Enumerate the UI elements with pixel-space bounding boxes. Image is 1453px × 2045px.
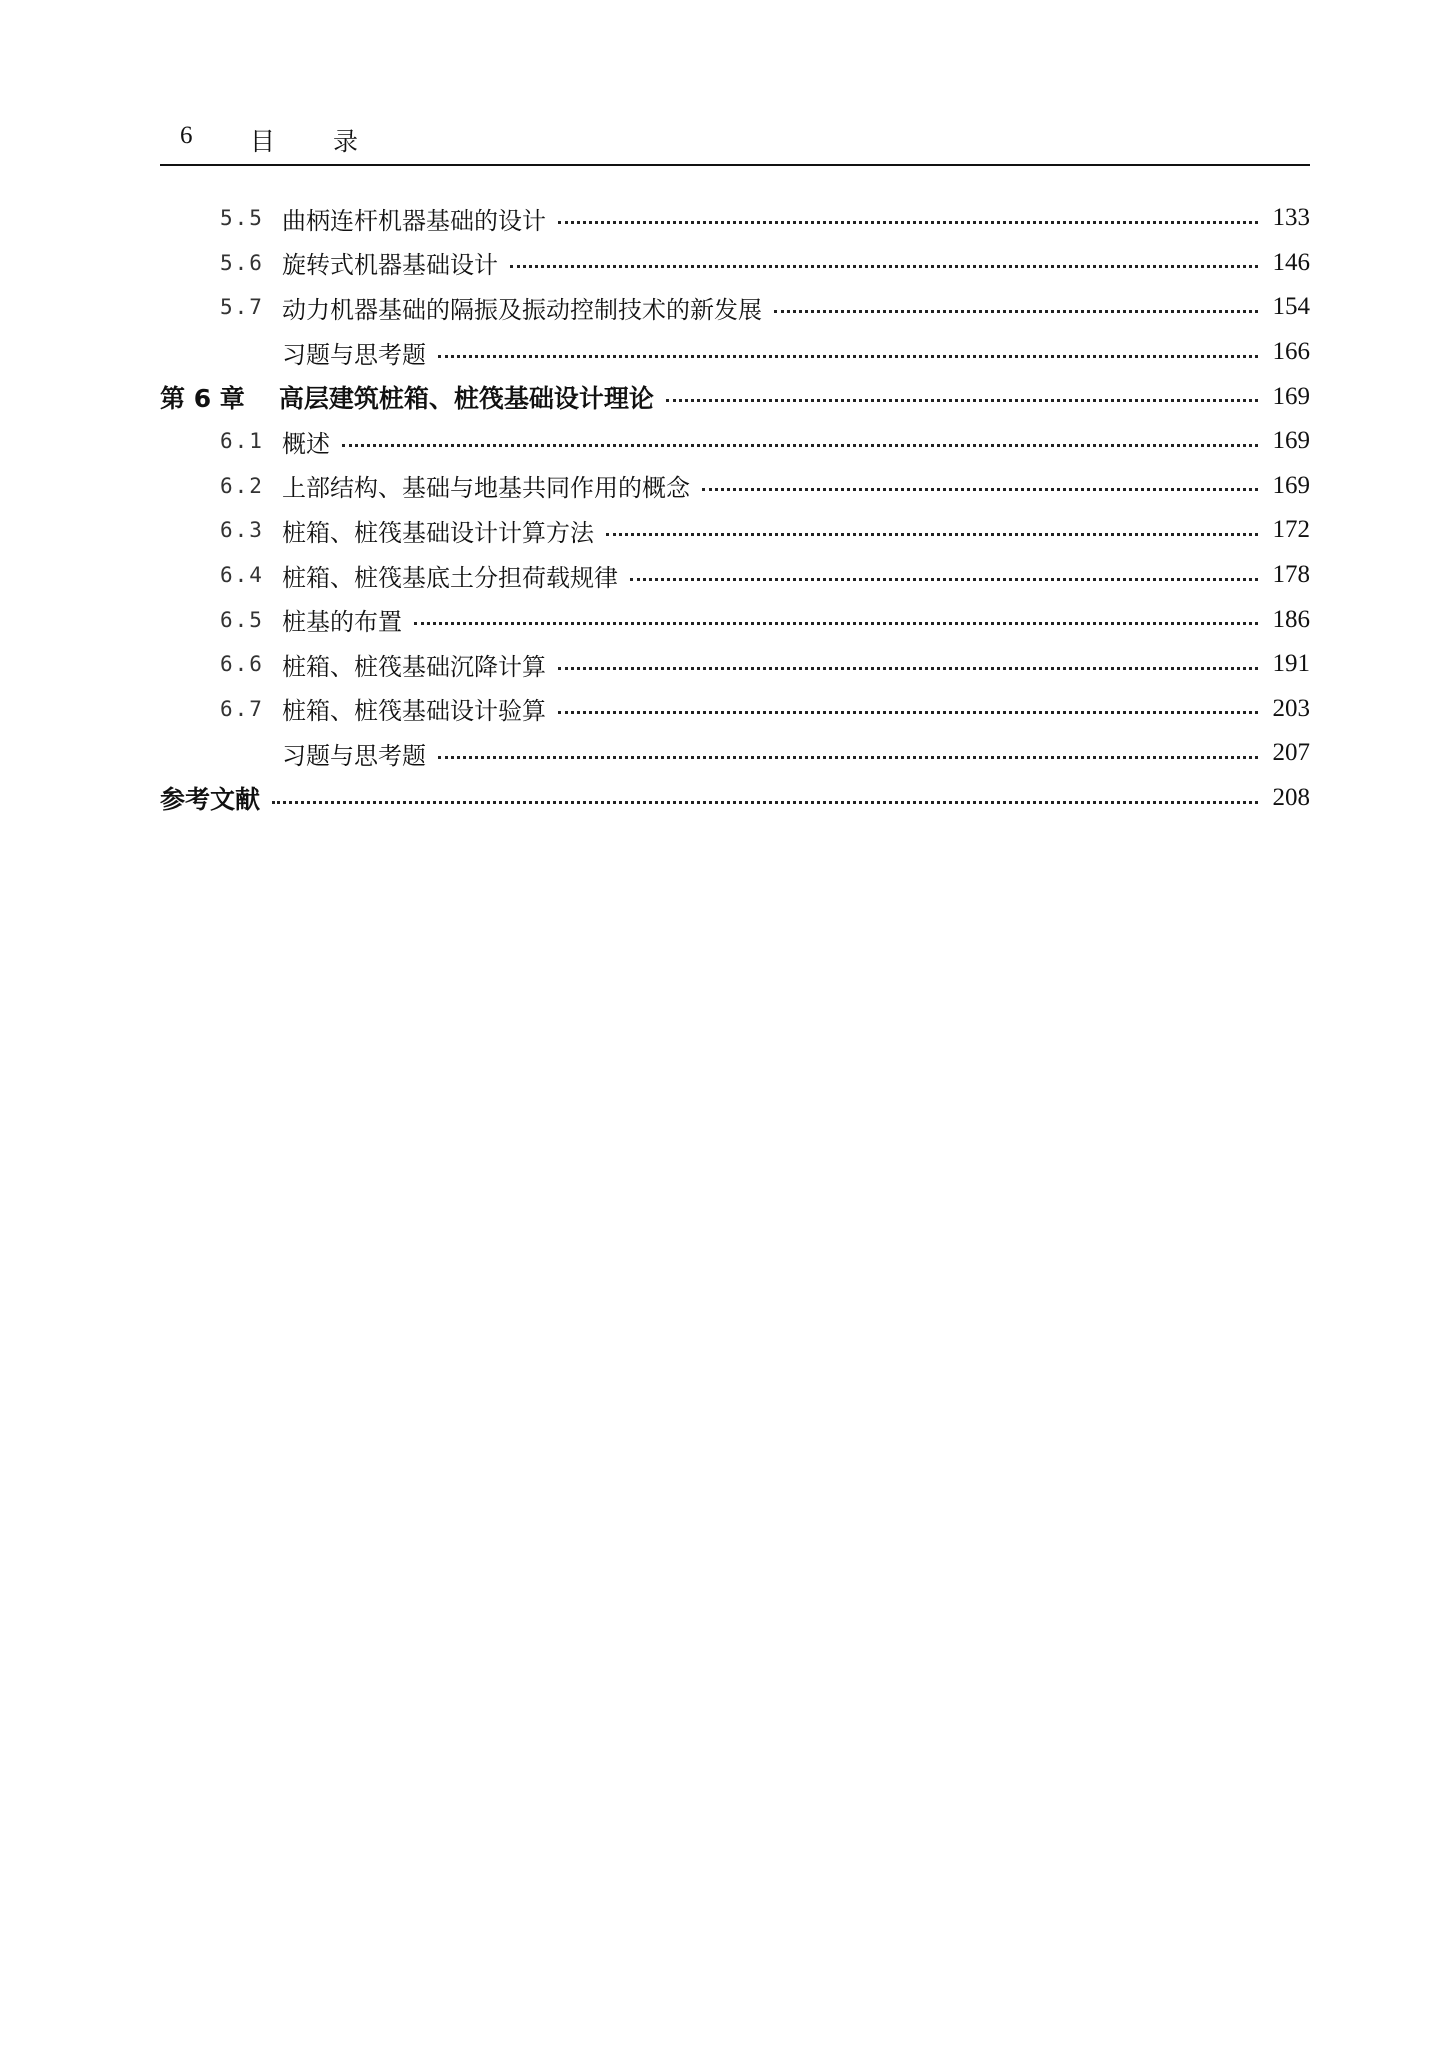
- toc-section-number: 6.2: [220, 473, 264, 498]
- toc-section-entry[interactable]: [160, 464, 1310, 509]
- toc-dot-leader: [558, 711, 1258, 714]
- toc-dot-leader: [438, 756, 1258, 759]
- toc-dot-leader: [666, 399, 1258, 402]
- header-rule: [160, 164, 1310, 166]
- toc-section-entry[interactable]: [160, 196, 1310, 241]
- toc-page-number: 154: [1272, 293, 1310, 321]
- toc-page-number: 146: [1272, 248, 1310, 276]
- toc-entry-title: 动力机器基础的隔振及振动控制技术的新发展: [282, 295, 762, 324]
- toc-section-entry[interactable]: [160, 508, 1310, 553]
- toc-entry-title: 概述: [282, 429, 330, 458]
- running-title: 目录: [250, 127, 417, 156]
- toc-page-number: 166: [1272, 338, 1310, 366]
- toc-entry-title: 曲柄连杆机器基础的设计: [282, 206, 546, 235]
- toc-chapter-entry[interactable]: [160, 374, 1310, 419]
- toc-section-number: 6.5: [220, 607, 264, 632]
- toc-section-number: 5.5: [220, 206, 264, 231]
- toc-chapter-entry[interactable]: [160, 776, 1310, 821]
- toc-entry-title: 桩箱、桩筏基底土分担荷载规律: [282, 563, 618, 592]
- toc-section-entry[interactable]: [160, 597, 1310, 642]
- toc-entry-title: 桩箱、桩筏基础设计计算方法: [282, 518, 594, 547]
- toc-dot-leader: [630, 578, 1258, 581]
- table-of-contents: [160, 196, 1310, 820]
- toc-section-number: 5.6: [220, 250, 264, 275]
- toc-page-number: 207: [1272, 739, 1310, 767]
- toc-dot-leader: [342, 444, 1258, 447]
- toc-section-entry[interactable]: [160, 687, 1310, 732]
- toc-section-entry[interactable]: [160, 731, 1310, 776]
- toc-section-number: 6.7: [220, 696, 264, 721]
- toc-page-number: 169: [1272, 382, 1310, 410]
- toc-section-entry[interactable]: [160, 553, 1310, 598]
- toc-dot-leader: [774, 310, 1258, 313]
- toc-entry-title: 旋转式机器基础设计: [282, 251, 498, 280]
- toc-section-number: 6.3: [220, 518, 264, 543]
- toc-entry-title: 桩箱、桩筏基础设计验算: [282, 697, 546, 726]
- page-number: 6: [180, 122, 193, 149]
- toc-entry-title: 习题与思考题: [282, 741, 426, 770]
- toc-section-number: 6.1: [220, 429, 264, 454]
- toc-dot-leader: [510, 265, 1258, 268]
- toc-page-number: 186: [1272, 605, 1310, 633]
- toc-entry-title: 桩基的布置: [282, 608, 402, 637]
- toc-entry-title: 上部结构、基础与地基共同作用的概念: [282, 474, 690, 503]
- toc-dot-leader: [606, 533, 1258, 536]
- toc-dot-leader: [272, 801, 1258, 804]
- toc-section-number: 6.6: [220, 652, 264, 677]
- toc-section-entry[interactable]: [160, 330, 1310, 375]
- toc-page-number: 191: [1272, 650, 1310, 678]
- toc-dot-leader: [558, 667, 1258, 670]
- toc-section-entry[interactable]: [160, 419, 1310, 464]
- toc-page-number: 203: [1272, 694, 1310, 722]
- toc-page-number: 208: [1272, 784, 1310, 812]
- toc-page-number: 178: [1272, 561, 1310, 589]
- toc-page-number: 169: [1272, 471, 1310, 499]
- toc-entry-title: 高层建筑桩箱、桩筏基础设计理论: [278, 383, 654, 413]
- toc-entry-title: 桩箱、桩筏基础沉降计算: [282, 652, 546, 681]
- toc-entry-title: 习题与思考题: [282, 340, 426, 369]
- toc-page-number: 169: [1272, 427, 1310, 455]
- toc-section-entry[interactable]: [160, 285, 1310, 330]
- toc-section-entry[interactable]: [160, 241, 1310, 286]
- toc-chapter-label: 第 6 章: [160, 383, 245, 413]
- toc-dot-leader: [558, 221, 1258, 224]
- toc-entry-title: 参考文献: [160, 785, 261, 815]
- toc-dot-leader: [702, 488, 1258, 491]
- toc-dot-leader: [438, 355, 1258, 358]
- toc-page-number: 172: [1272, 516, 1310, 544]
- toc-section-number: 6.4: [220, 563, 264, 588]
- page-header: [160, 120, 1310, 166]
- toc-dot-leader: [414, 622, 1258, 625]
- toc-section-number: 5.7: [220, 295, 264, 320]
- toc-page-number: 133: [1272, 204, 1310, 232]
- toc-section-entry[interactable]: [160, 642, 1310, 687]
